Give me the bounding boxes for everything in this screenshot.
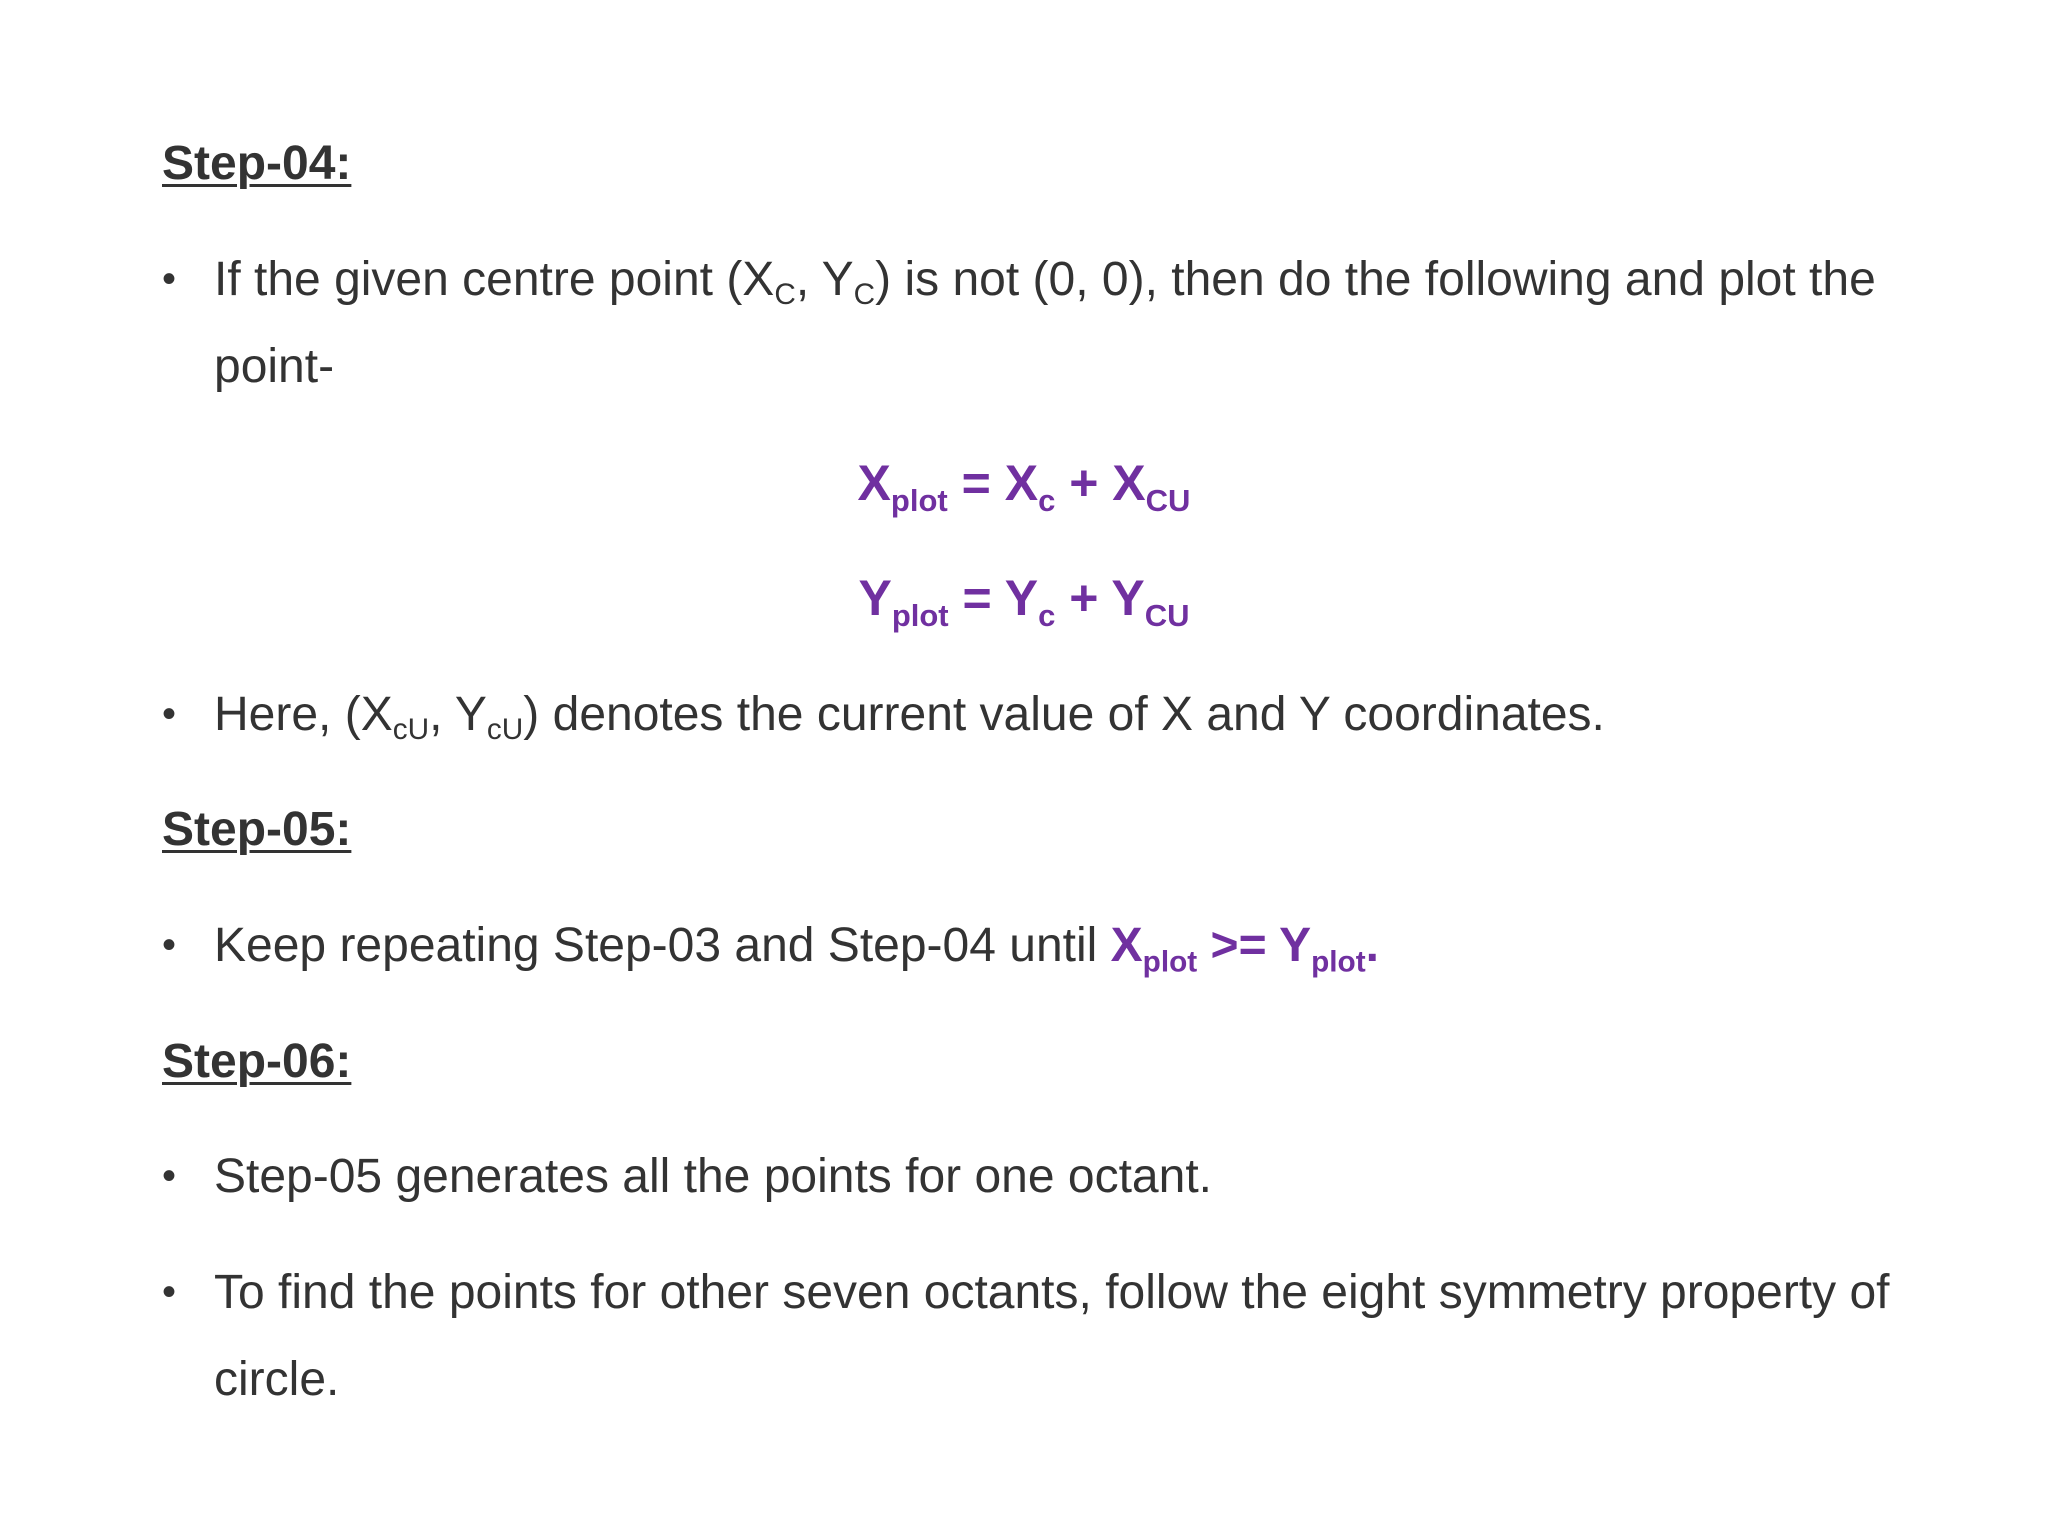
bullet-point: • bbox=[162, 257, 177, 301]
formula-y-plot: $Y_{plot} = Y_c + Y_{CU}$ bbox=[858, 570, 1190, 633]
step-05-heading: Step-05: bbox=[162, 803, 352, 856]
formula-x-plot: $X_{plot} = X_c + X_{CU}$ bbox=[857, 455, 1191, 518]
bullet-text: Keep repeating Step-03 and Step-04 until $X_{plot} >= Y_{plot}$. bbox=[214, 919, 1379, 979]
list-item bbox=[162, 236, 1902, 410]
bullet-text: Step-05 generates all the points for one octant. bbox=[214, 1150, 1212, 1203]
step-04-heading: Step-04: bbox=[162, 137, 352, 190]
bullet-point: • bbox=[162, 1270, 177, 1314]
bullet-point: • bbox=[162, 692, 177, 736]
step-06-heading: Step-06: bbox=[162, 1035, 352, 1088]
bullet-point: • bbox=[162, 1154, 177, 1198]
bullet-text: Here, ($X_{cU}$, $Y_{cU}$) denotes the current value of X and Y coordinates. bbox=[214, 688, 1605, 746]
list-item bbox=[162, 1249, 1902, 1423]
list-item bbox=[162, 1133, 1902, 1220]
bullet-text: If the given centre point ($X_C$, $Y_C$) is not (0, 0), then do the following and plot the point- bbox=[214, 253, 1876, 393]
bullet-text: To find the points for other seven octants, follow the eight symmetry property of circle. bbox=[214, 1266, 1890, 1406]
list-item bbox=[162, 671, 1902, 758]
list-item bbox=[162, 902, 1902, 989]
bullet-point: • bbox=[162, 923, 177, 967]
